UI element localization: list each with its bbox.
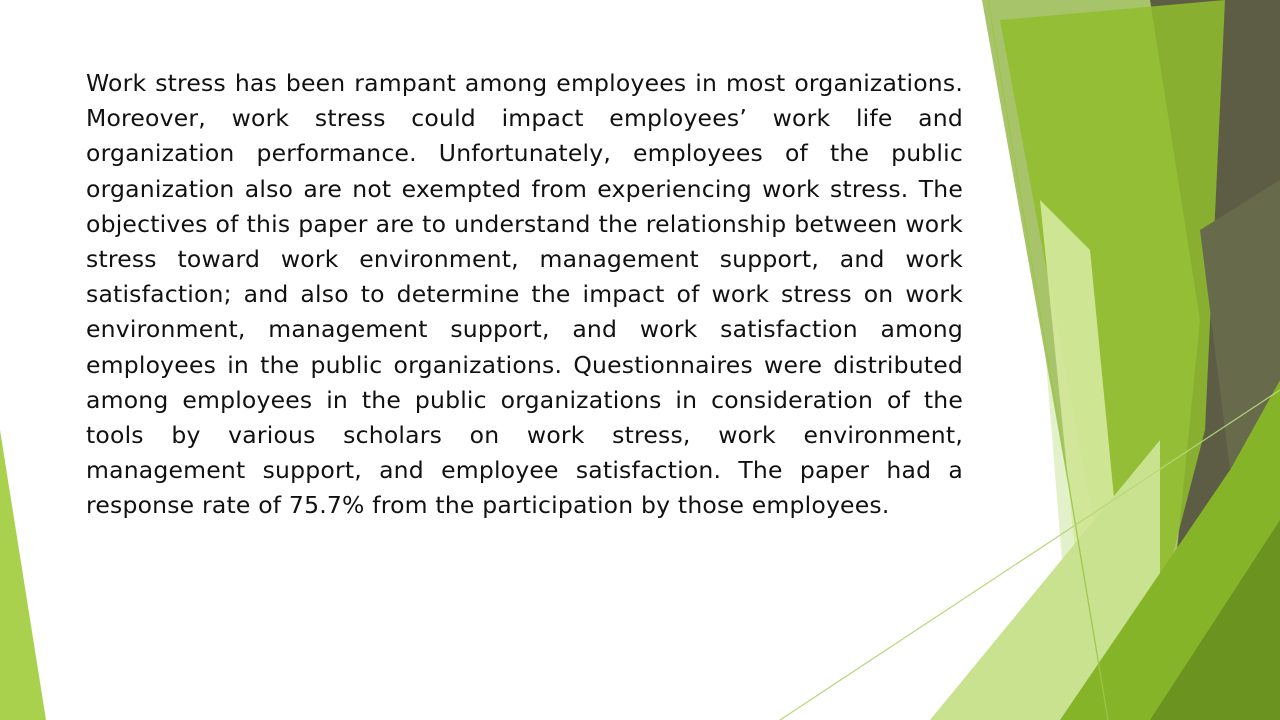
slide-body-text: Work stress has been rampant among employees in most organizations. Moreover, work stress could impact employees’ work life and organization performance. Unfortunately, employees of the public organization also are not exempted from experiencing work stress. The objectives of this paper are to understand the relationship between work stress toward work environment, management support, and work satisfaction; and also to determine the impact of work stress on work environment, management support, and work satisfaction among employees in the public organizations. Questionnaires were distributed among employees in the public organizations in consideration of the tools by various scholars on work stress, work environment, management support, and employee satisfaction. The paper had a response rate of 75.7% from the participation by those employees. [86, 69, 963, 520]
left-green-wedge [0, 430, 46, 720]
